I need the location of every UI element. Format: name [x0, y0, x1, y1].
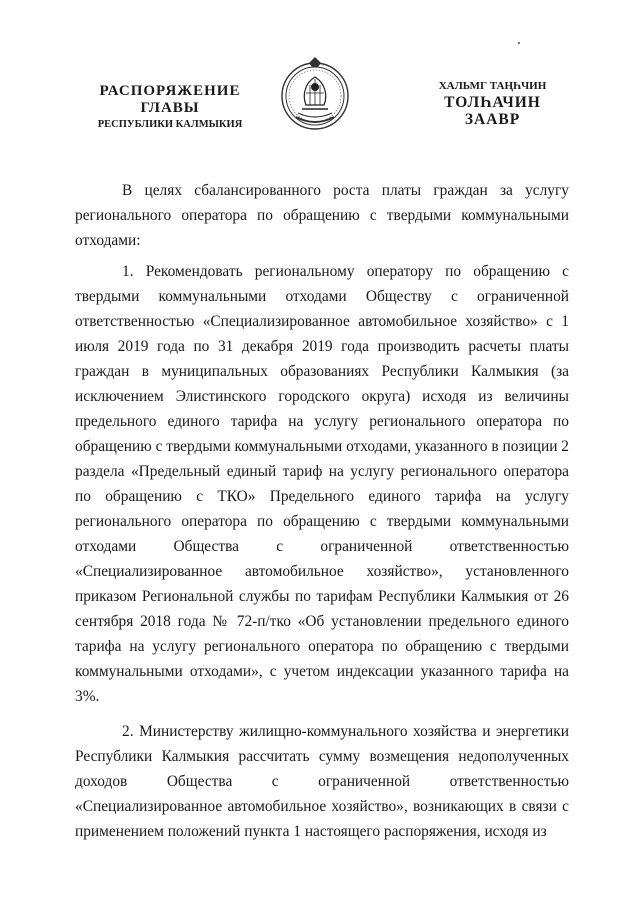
item-1-paragraph: 1. Рекомендовать региональному оператору по обращению с твердыми коммунальными отходами Обществу с ограниченной ответственностью «Специализированное автомобильное хозяйство» с 1 июля 2019 года по 31 декабря 2019 года производить расчеты платы граждан в муниципальных образованиях Республики Калмыкия (за исключением Элистинского городского округа) исходя из величины предельного единого тарифа на услугу регионального оператора по обращению с твердыми коммунальными отходами, указанного в позиции 2 раздела «Предельный единый тариф на услугу регионального оператора по обращению с ТКО» Предельного единого тарифа на услугу регионального оператора по обращению с твердыми коммунальными отходами Общества с ограниченной ответственностью «Специализированное автомобильное хозяйство», установленного приказом Региональной службы по тарифам Республики Калмыкия от 26 сентября 2018 года № 72-п/тко «Об установлении предельного единого тарифа на услугу регионального оператора по обращению с твердыми коммунальными отходами», с учетом индексации указанного тарифа на 3%. [75, 263, 569, 705]
preamble-paragraph: В целях сбалансированного роста платы граждан за услугу регионального оператора по обращению с твердыми коммунальными отходами: [75, 182, 569, 249]
header-title-kalmyk: ЗААВР [464, 111, 521, 129]
item-2-paragraph: 2. Министерству жилищно-коммунального хозяйства и энергетики Республики Калмыкия рассчитать сумму возмещения недополученных доходов Общества с ограниченной ответственностью «Специализированное автомобильное хозяйство», возникающих в связи с применением положений пункта 1 настоящего распоряжения, исходя из [75, 723, 569, 840]
header-right-block [405, 80, 580, 128]
header-republic-kalmyk: ХАЛЬМГ ТАҢҺЧИН [438, 80, 547, 92]
scan-dot [518, 42, 520, 44]
header-subtitle-kalmyk: ТОЛҺАЧИН [444, 94, 541, 112]
header-title-ru: РАСПОРЯЖЕНИЕ [99, 83, 241, 99]
header-republic-ru: РЕСПУБЛИКИ КАЛМЫКИЯ [97, 119, 243, 130]
header-subtitle-ru: ГЛАВЫ [140, 99, 200, 116]
header-left-block [70, 83, 270, 131]
document-header [0, 0, 640, 150]
document-body [75, 178, 569, 854]
coat-of-arms-icon [280, 55, 350, 137]
